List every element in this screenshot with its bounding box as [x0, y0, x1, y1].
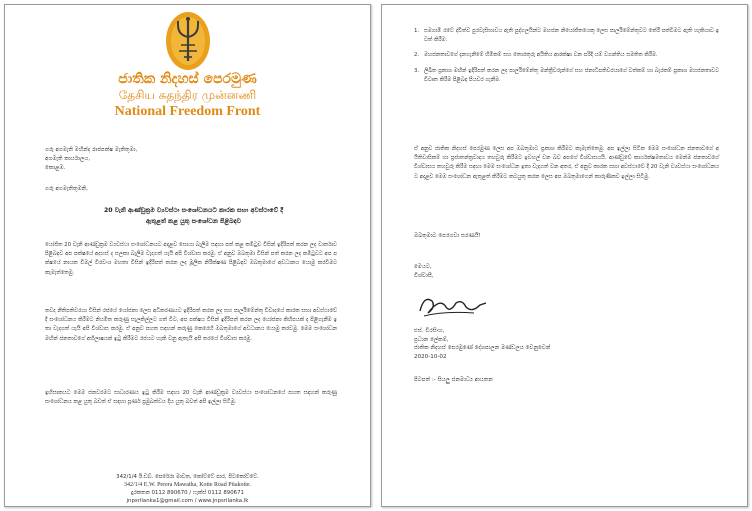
letter-page-1: [4, 4, 371, 507]
footer-address-sinhala: 342/1/4 ඊ.ඩබ්. පෙරේරා මාවත, කෝට්ටේ පාර, පිටකෝට්ටේ.: [116, 474, 259, 480]
thanks-line: ඔබතුමාට පෙරගවා සරණයි!: [414, 233, 481, 239]
letterhead-footer: [5, 473, 370, 505]
closing-line: විශ්වාසී,: [414, 273, 434, 279]
amendment-list: [414, 27, 719, 91]
letter-subject: [51, 205, 336, 227]
copy-to-line: පිටපත් :- සියලු ජනමාධ්‍ය ආයතන: [414, 377, 493, 383]
letter-page-2: [381, 4, 748, 507]
list-item-text: සමගාමී රටේ ද්විත්ව පුරවැසිභාවය ඇති පුද්ගලයින්ට මහජන නියෝජිතයෙකු ලෙස පාර්ලිමේන්තුවට තේරී පත්වීමට ඇති හැකියාව ඉවත් කිරීම.: [424, 28, 719, 44]
handwritten-signature: [414, 289, 490, 323]
list-item-number: 3.: [414, 67, 420, 74]
list-item: [414, 27, 719, 45]
party-logo: [143, 11, 233, 71]
body-paragraph: යෝජිත 20 වැනි ආණ්ඩුක්‍රම ව්‍යවස්ථා සංශෝධනයට අදාළව සොයා බැලීම සඳහා පත් කළ කමිටුව විසින් ඉදිරිපත් කරන ලද වාර්තාව පිළිබඳව අප පක්ෂයේ අදහස් ද සලකා බැලීම වැදගත් යැයි අපි විශ්වාස කරමු. ඒ අනුව ඔබතුමා විසින් පත් කරන ලද කමිටුවට අප පක්ෂයේ නායක විමල් වීරවංශ මහතා විසින් ඉදිරිපත් කරන ලද මූලික නිරීක්ෂණ පිළිබඳව ඔබතුමාගේ අවධානය යොමු කරවීමට කැමැත්තෙමු.: [45, 242, 337, 276]
footer-address-english: 342/1/4 E.W. Perera Mawatha, Kotte Road Pitakotte.: [123, 482, 252, 488]
body-paragraph: තවද නීතිපතිවරයා විසින් රජයේ යෝජනා ලෙස අධිකරණයට ඉදිරිපත් කරන ලද සහ පාර්ලිමේන්තු විවාදයේ කාරක සභා අවස්ථාවේ දී සංශෝධනය කිරීමට නියමිත කරුණු සැලකිල්ලට ගත් විට, අප පක්ෂය විසින් ඉදිරිපත් කරන ලද යෝජනා කිහිපයක් ද පිළිගැනීම ඉතා වැදගත් යැයි අපි විශ්වාස කරමු. ඒ අනුව පහත සඳහන් කරුණු කෙරෙහි ඔබතුමාගේ අවධානය යොමු කරවමු. මෙම සංශෝධන මඟින් ජනතාවගේ අභිලාෂයන් ඉටු කිරීමට රජයට හැකි වනු ඇතැයි අපි තරයේ විශ්වාස කරමු.: [45, 308, 337, 342]
closing-line: මෙයට,: [414, 264, 432, 270]
list-item: [414, 67, 719, 85]
addressee-line: කොළඹ.: [45, 165, 66, 171]
closing-block: [414, 263, 434, 281]
signatory-title: ප්‍රධාන ලේකම්,: [414, 336, 449, 343]
footer-email-web: jnpsrilanka1@gmail.com / www.jnpsrilanka.lk: [126, 498, 249, 504]
addressee-line: අගමැති කාර්යාලය,: [45, 156, 91, 162]
signatory-name: එස්. වීරසිංහ,: [414, 328, 445, 334]
addressee-line: ගරු අගමැති මහින්ද රාජපක්ෂ මැතිතුමා,: [45, 147, 138, 153]
signatory-organization: ජාතික නිදහස් පෙරමුණේ දේශපාලන මණ්ඩලය වෙනුවෙන්: [414, 345, 551, 352]
signatory-block: [414, 327, 550, 361]
body-paragraph: ඉහිසාකයට මෙම ජනවරමට සාධාරණය ඉටු කිරීම සඳහා 20 වැනි ආණ්ඩුක්‍රම ව්‍යවස්ථා සංශෝධනයේ පහත සඳහන් කරුණු සංශෝධනය කළ යුතු බවත් ඒ සඳහා පූර්ණ ප්‍රමුඛත්වය දිය යුතු බවත් අපි ඉල්ලා සිටිමු.: [45, 390, 337, 406]
salutation: ගරු අගමැතිතුමනි,: [45, 186, 88, 192]
footer-phone-fax: දුරකතන 0112 890670 / ෆැක්ස් 0112 890671: [131, 490, 244, 496]
addressee-block: [45, 146, 137, 173]
subject-line: 20 වැනි ආණ්ඩුක්‍රම ව්‍යවස්ථා සංශෝධනයට කාරක සභා අවස්ථාවේ දී: [103, 207, 284, 214]
list-item-text: ලිඛිත ප්‍රකාශ මඟින් ඉදිරිපත් කරන ලද පාර්ලිමේන්තු මන්ත්‍රීවරුන්ගේ සහ ජනාධිපතිවරයාගේ වත්කම් හා බැරකම් ප්‍රකාශ මහජනතාවට විවෘත කිරීම පිළිබඳ පියවර ගැනීම.: [424, 67, 719, 83]
list-item-number: 2.: [414, 52, 420, 59]
list-item-number: 1.: [414, 28, 420, 34]
letterhead-title-sinhala: ජාතික නිදහස් පෙරමුණ: [118, 71, 257, 87]
list-item: [414, 51, 719, 60]
list-item-text: මහජනතාවගේ දැනගැනීමේ හිමිකම් සහ තොරතුරු අයිතිය ආරක්ෂා වන පරිදි යම් වගන්තිය සමතිත කිරීම.: [424, 52, 658, 59]
letterhead-title-english: National Freedom Front: [114, 104, 261, 119]
letterhead-title-tamil: தேசிய சுதந்திர முன்னணி: [118, 88, 257, 102]
letter-date: 2020-10-02: [414, 353, 447, 360]
body-paragraph: ඒ අනුව ජාතික නිදහස් පෙරමුණ ලෙස අප ඔබතුමාට ප්‍රකාශ කිරීමට කැමැත්තෙමු. අප ඉල්ලා සිටින මෙම සංශෝධන ජනතාවගේ අයිතිවාසිකම් හා ප්‍රජාතන්ත්‍රවාදය තහවුරු කිරීමට ඉවහල් වන බව අපගේ විශ්වාසයයි. ආණ්ඩුවේ කාර්යක්ෂමතාවය මෙන්ම ජනතාවගේ විශ්වාසය තහවුරු කිරීම සඳහා මෙම සංශෝධන ඉතා වැදගත් වන අතර, ඒ අනුව කාරක සභා අවස්ථාවේ දී 20 වැනි ව්‍යවස්ථා සංශෝධනයට අදාළව මෙම සංශෝධන ඇතුළත් කිරීමට කටයුතු කරන ලෙස අප ඔබතුමාගෙන් කාරුණිකව ඉල්ලා සිටිමු.: [414, 146, 719, 180]
subject-line: ඇතුළත් කළ යුතු සංශෝධන පිළිබඳව: [145, 218, 242, 225]
